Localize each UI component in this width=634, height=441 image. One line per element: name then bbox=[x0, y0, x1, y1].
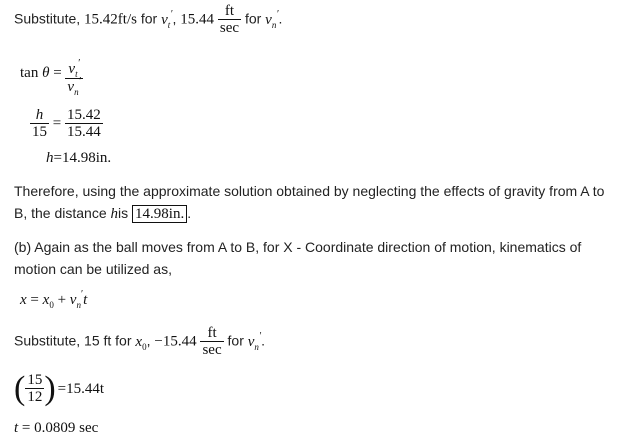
part-b-paragraph: (b) Again as the ball moves from A to B, for X - Coordinate direction of motion, kinematics of motion can be utilized as, bbox=[14, 239, 582, 277]
ft-per-sec-fraction: $\frac{ft}{\sec}$ bbox=[219, 3, 240, 36]
boxed-answer: 14.98in. bbox=[132, 205, 187, 223]
h-ratio-equation: $\frac{h}{15}$ = $\frac{15.42}{15.44}$ bbox=[32, 107, 101, 140]
value-15-42: 15.42 bbox=[84, 11, 118, 28]
t-result: t = 0.0809 sec bbox=[14, 420, 99, 436]
v-n-prime-2: $v_n'$ bbox=[247, 330, 262, 352]
substitute-line-1: Substitute, 15.42ft/s for $v_t'$, 15.44 $\frac{ft}{\sec}$ for $v_n'$. bbox=[14, 3, 283, 36]
value-neg-15-44: −15.44 bbox=[154, 333, 197, 350]
ft-per-sec-fraction-2: $\frac{ft}{\sec}$ bbox=[202, 325, 222, 358]
for-label: for bbox=[140, 10, 158, 27]
substitute-line-2: Substitute, 15 ft for $x_0$, −15.44 $\frac{ft}{\sec}$ for $v_n'$. bbox=[14, 325, 265, 358]
v-t-prime: $v_t'$ bbox=[161, 8, 173, 30]
x-zero: $x_0$ bbox=[135, 333, 147, 352]
v-n-prime: $v_n'$ bbox=[265, 8, 279, 30]
kinematics-equation: $x = x_0 + v_n't$ bbox=[20, 289, 88, 310]
conclusion-paragraph: Therefore, using the approximate solution obtained by neglecting the effects of gravity from A to B, the distance his 14.98in. . bbox=[14, 183, 605, 222]
substitute-label: Substitute, bbox=[14, 10, 81, 27]
paren-equation: ( $\frac{15}{12}$ ) =15.44t bbox=[14, 370, 105, 407]
value-15-44: 15.44 bbox=[180, 11, 214, 28]
tan-theta-equation: tan θ = $\frac{v_t'}{v_n'}$ bbox=[20, 58, 81, 97]
h-result: h=14.98in. bbox=[46, 150, 112, 166]
unit-ft-s: ft/s bbox=[117, 11, 137, 28]
